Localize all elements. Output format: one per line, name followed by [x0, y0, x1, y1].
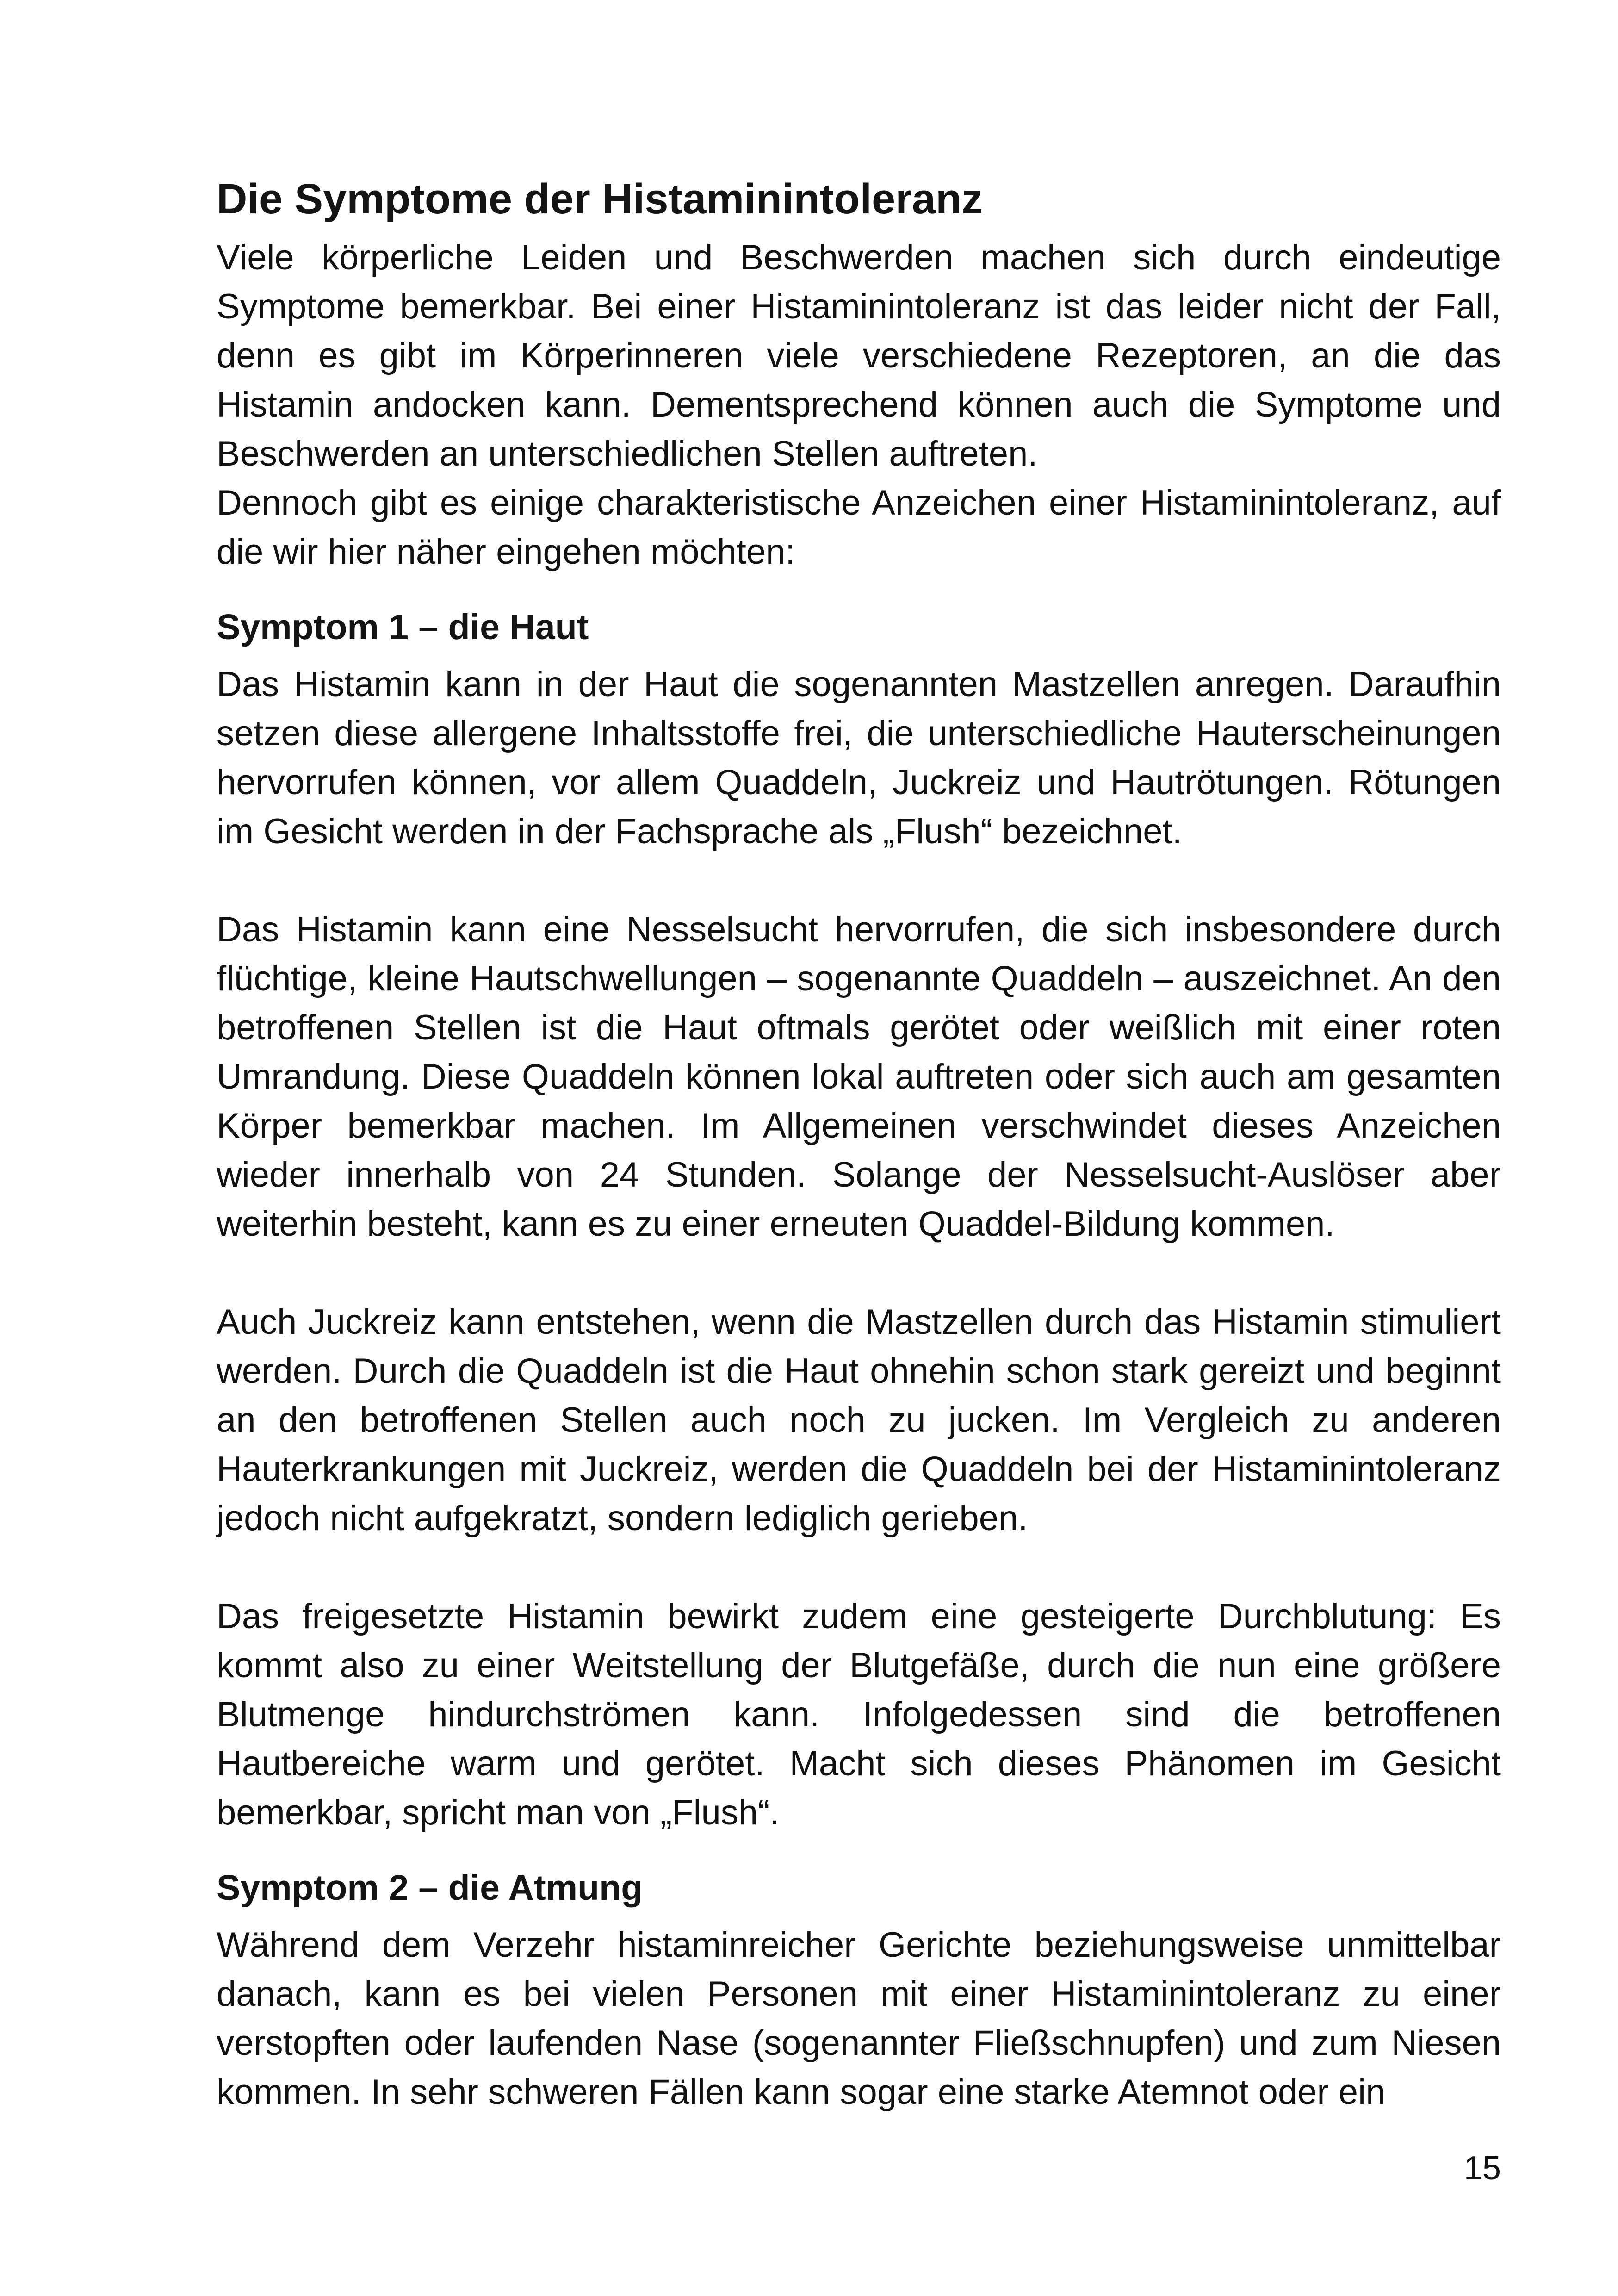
section-heading: Symptom 2 – die Atmung: [217, 1868, 643, 1908]
section-symptom-breathing: [217, 1862, 1501, 2117]
page-number: 15: [1463, 2150, 1501, 2187]
body-paragraph: Das Histamin kann in der Haut die sogenannten Mastzellen anregen. Daraufhin setzen diese allergene Inhaltsstoffe frei, die unterschiedliche Hauterscheinungen hervorrufen können, vor allem Quaddeln, Juckreiz und Hautrötungen. Rötungen im Gesicht werden in der Fachsprache als „Flush“ bezeichnet.: [217, 665, 1501, 851]
intro-paragraph: Dennoch gibt es einige charakteristische Anzeichen einer Histaminintoleranz, auf die wir hier näher eingehen möchten:: [217, 483, 1501, 572]
body-paragraph: Während dem Verzehr histaminreicher Gerichte beziehungsweise unmittelbar danach, kann es bei vielen Personen mit einer Histaminintoleranz zu einer verstopften oder laufenden Nase (sogenannter Fließschnupfen) und zum Niesen kommen. In sehr schweren Fällen kann sogar eine starke Atemnot oder ein: [217, 1925, 1501, 2112]
body-paragraph: Auch Juckreiz kann entstehen, wenn die Mastzellen durch das Histamin stimuliert werden. Durch die Quaddeln ist die Haut ohnehin schon stark gereizt und beginnt an den betroffenen Stellen auch noch zu jucken. Im Vergleich zu anderen Hauterkrankungen mit Juckreiz, werden die Quaddeln bei der Histaminintoleranz jedoch nicht aufgekratzt, sondern lediglich gerieben.: [217, 1302, 1501, 1538]
page-title: Die Symptome der Histaminintoleranz: [217, 175, 983, 223]
body-paragraph: Das Histamin kann eine Nesselsucht hervorrufen, die sich insbesondere durch flüchtige, kleine Hautschwellungen – sogenannte Quaddeln – auszeichnet. An den betroffenen Stellen ist die Haut oftmals gerötet oder weißlich mit einer roten Umrandung. Diese Quaddeln können lokal auftreten oder sich auch am gesamten Körper bemerkbar machen. Im Allgemeinen verschwindet dieses Anzeichen wieder innerhalb von 24 Stunden. Solange der Nesselsucht-Auslöser aber weiterhin besteht, kann es zu einer erneuten Quaddel-Bildung kommen.: [217, 910, 1501, 1244]
section-heading: Symptom 1 – die Haut: [217, 607, 589, 647]
section-symptom-skin: [217, 602, 1501, 1837]
page-content: [217, 171, 1501, 2117]
intro-paragraph: Viele körperliche Leiden und Beschwerden machen sich durch eindeutige Symptome bemerkbar. Bei einer Histaminintoleranz ist das leider nicht der Fall, denn es gibt im Körperinneren viele verschiedene Rezeptoren, an die das Histamin andocken kann. Dementsprechend können auch die Symptome und Beschwerden an unterschiedlichen Stellen auftreten.: [217, 238, 1501, 473]
body-paragraph: Das freigesetzte Histamin bewirkt zudem eine gesteigerte Durchblutung: Es kommt also zu einer Weitstellung der Blutgefäße, durch die nun eine größere Blutmenge hindurchströmen kann. Infolgedessen sind die betroffenen Hautbereiche warm und gerötet. Macht sich dieses Phänomen im Gesicht bemerkbar, spricht man von „Flush“.: [217, 1597, 1501, 1832]
